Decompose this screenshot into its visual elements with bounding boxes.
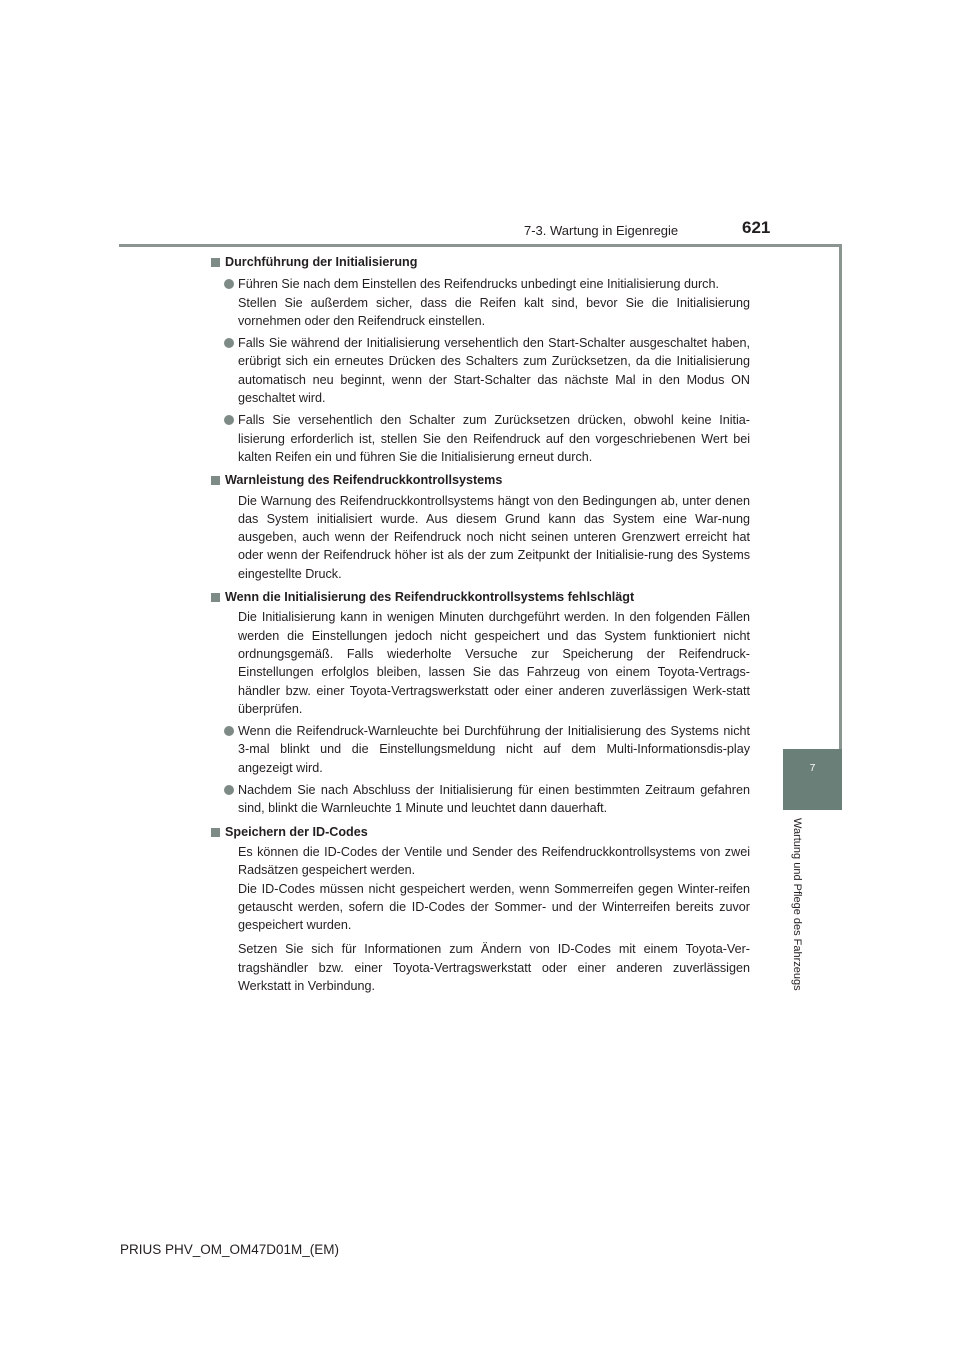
round-bullet-icon bbox=[224, 785, 234, 795]
paragraph: Die Initialisierung kann in wenigen Minuten durchgeführt werden. In den folgenden Fällen werden die Einstellungen jedoch nicht gespeichert und das System funktioniert nicht ordnungsgemäß. Falls wiederholte Versuche zur Speicherung der Reifendruck-Einstellungen erfolglos bleiben, lassen Sie das Fahrzeug von einem Toyota-Vertrags-händler bzw. einer Toyota-Vertragswerkstatt oder einer anderen zuverlässigen Werk-statt überprüfen. bbox=[238, 610, 750, 716]
chapter-tab bbox=[783, 749, 842, 810]
bullet-text: Wenn die Reifendruck-Warnleuchte bei Durchführung der Initialisierung des Systems nicht 3-mal blinkt und die Einstellungsmeldung nicht auf dem Multi-Informationsdis-play angezeigt wird. bbox=[238, 724, 750, 775]
paragraph: Setzen Sie sich für Informationen zum Ändern von ID-Codes mit einem Toyota-Ver-tragshändler bzw. einer Toyota-Vertragswerkstatt oder einer anderen zuverlässigen Werkstatt in Verbindung. bbox=[238, 942, 750, 993]
bullet-item bbox=[209, 722, 750, 777]
square-bullet-icon bbox=[211, 593, 220, 602]
header-rule bbox=[119, 244, 842, 247]
section-title bbox=[209, 253, 750, 271]
square-bullet-icon bbox=[211, 258, 220, 267]
bullet-text: Führen Sie nach dem Einstellen des Reifendrucks unbedingt eine Initialisierung durch. Stellen Sie außerdem sicher, dass die Reifen kalt sind, bevor Sie die Initialisierung vornehmen oder den Reifendruck einstellen. bbox=[238, 277, 750, 328]
round-bullet-icon bbox=[224, 338, 234, 348]
chapter-tab-number: 7 bbox=[809, 763, 816, 774]
paragraph: Es können die ID-Codes der Ventile und Sender des Reifendruckkontrollsystems von zwei Radsätzen gespeichert werden. Die ID-Codes müssen nicht gespeichert werden, wenn Sommerreifen gegen Winter-reifen getauscht werden, sofern die ID-Codes der Sommer- und der Winterreifen bereits zuvor gespeichert wurden. bbox=[238, 844, 750, 933]
section-title-text: Warnleistung des Reifendruckkontrollsystems bbox=[225, 473, 503, 488]
section-title-text: Durchführung der Initialisierung bbox=[225, 255, 418, 269]
section-title bbox=[209, 588, 750, 606]
header-section-title: 7-3. Wartung in Eigenregie bbox=[524, 223, 679, 238]
section-title bbox=[209, 823, 750, 841]
round-bullet-icon bbox=[224, 415, 234, 425]
bullet-text: Falls Sie versehentlich den Schalter zum Zurücksetzen drücken, obwohl keine Initia-lisierung erforderlich ist, stellen Sie den Reifendruck auf den vorgeschriebenen Wert bei kalten Reifen ein und führen Sie die Initialisierung erneut durch. bbox=[238, 413, 750, 464]
round-bullet-icon bbox=[224, 279, 234, 289]
square-bullet-icon bbox=[211, 476, 220, 485]
section-title bbox=[209, 471, 750, 489]
chapter-tab-title: Wartung und Pflege des Fahrzeugs bbox=[791, 818, 803, 991]
square-bullet-icon bbox=[211, 828, 220, 837]
bullet-text: Falls Sie während der Initialisierung versehentlich den Start-Schalter ausgeschaltet haben, erübrigt sich ein erneutes Drücken des Schalters zum Zurücksetzen, da die Initialisierung automatisch neu beginnt, wenn der Start-Schalter das nächste Mal in den Modus ON geschaltet wird. bbox=[238, 336, 750, 406]
section-title-text: Speichern der ID-Codes bbox=[225, 824, 368, 839]
paragraph: Die Warnung des Reifendruckkontrollsystems hängt von den Bedingungen ab, unter denen das System initialisiert wurde. Aus diesem Grund kann das System eine War-nung ausgeben, auch wenn der Reifendruck noch nicht seinen unteren Grenzwert erreicht hat oder wenn der Reifendruck höher ist als der zum Zeitpunkt der Initialisie-rung des Systems eingestellte Druck. bbox=[238, 493, 750, 581]
bullet-item bbox=[209, 781, 750, 818]
section-title-text: Wenn die Initialisierung des Reifendruckkontrollsystems fehlschlägt bbox=[225, 590, 635, 605]
side-rule bbox=[839, 244, 842, 749]
bullet-text: Nachdem Sie nach Abschluss der Initialisierung für einen bestimmten Zeitraum gefahren sind, blinkt die Warnleuchte 1 Minute und leuchtet dann dauerhaft. bbox=[238, 783, 750, 816]
bullet-item bbox=[209, 334, 750, 407]
footer-doc-id: PRIUS PHV_OM_OM47D01M_(EM) bbox=[120, 1242, 340, 1257]
bullet-item bbox=[209, 411, 750, 466]
round-bullet-icon bbox=[224, 726, 234, 736]
bullet-item bbox=[209, 275, 750, 330]
content bbox=[209, 253, 750, 995]
page-number: 621 bbox=[742, 218, 771, 237]
